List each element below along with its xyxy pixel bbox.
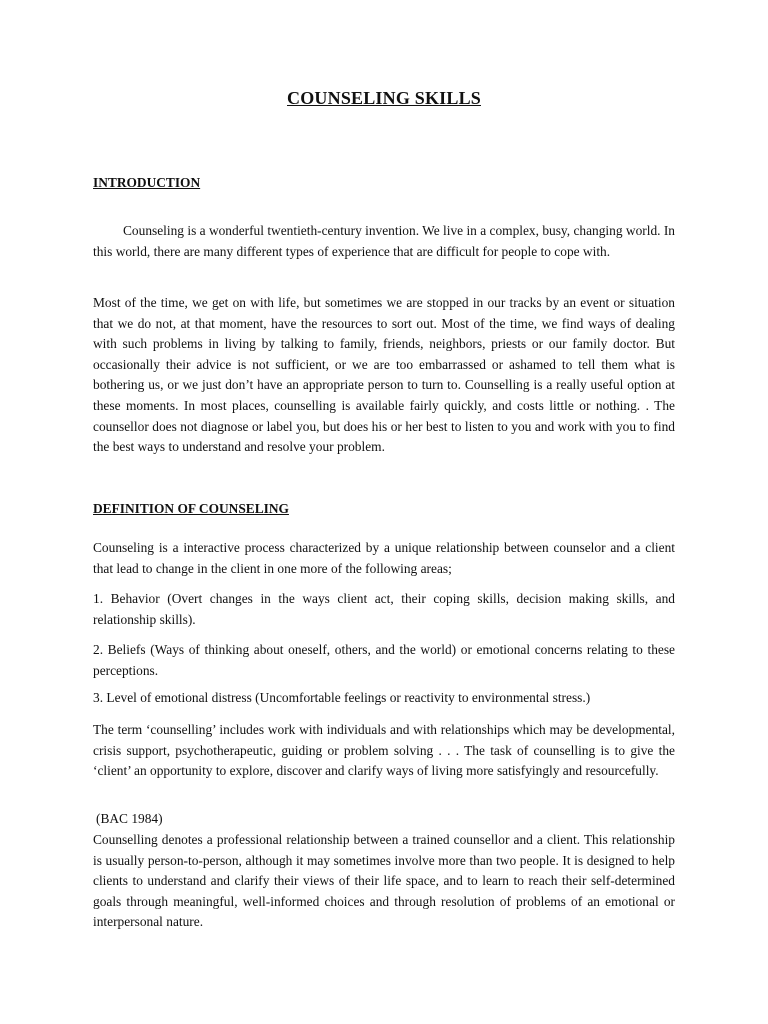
list-item-emotional-distress: 3. Level of emotional distress (Uncomfortable feelings or reactivity to environmental stress.)	[93, 690, 591, 705]
intro-paragraph-2: Most of the time, we get on with life, but sometimes we are stopped in our tracks by an event or situation that we do not, at that moment, have the resources to sort out. Most of the time, we find ways of dealing with such problems in living by talking to family, friends, neighbors, priests or our family doctor. But occasionally their advice is not sufficient, or we are too embarrassed or ashamed to tell them what is bothering us, or we just don’t have an appropriate person to turn to. Counselling is a really useful option at these moments. In most places, counselling is available fairly quickly, and costs little or nothing. . The counsellor does not diagnose or label you, but does his or her best to listen to you and work with you to find the best ways to understand and resolve your problem.	[93, 295, 675, 455]
document-title: COUNSELING SKILLS	[287, 88, 481, 108]
professional-relationship-paragraph: Counselling denotes a professional relationship between a trained counsellor and a client. This relationship is usually person-to-person, although it may sometimes involve more than two people. It is designed to help clients to understand and clarify their views of their life space, and to learn to reach their self-determined goals through meaningful, well-informed choices and through resolution of problems of an emotional or interpersonal nature.	[93, 832, 675, 930]
definition-paragraph: Counseling is a interactive process characterized by a unique relationship between counselor and a client that lead to change in the client in one more of the following areas;	[93, 540, 675, 576]
intro-paragraph-1: Counseling is a wonderful twentieth-century invention. We live in a complex, busy, changing world. In this world, there are many different types of experience that are difficult for people to cope with.	[93, 223, 675, 259]
list-item-behavior: 1. Behavior (Overt changes in the ways client act, their coping skills, decision making skills, and relationship skills).	[93, 591, 675, 627]
section-heading-introduction: INTRODUCTION	[93, 175, 201, 190]
list-item-beliefs: 2. Beliefs (Ways of thinking about oneself, others, and the world) or emotional concerns relating to these perceptions.	[93, 642, 675, 678]
section-heading-definition: DEFINITION OF COUNSELING	[93, 501, 289, 516]
bac-citation: (BAC 1984)	[96, 811, 163, 826]
bac-quote-paragraph: The term ‘counselling’ includes work with individuals and with relationships which may be developmental, crisis support, psychotherapeutic, guiding or problem solving . . . The task of counselling is to give the ‘client’ an opportunity to explore, discover and clarify ways of living more satisfyingly and resourcefully.	[93, 722, 675, 779]
